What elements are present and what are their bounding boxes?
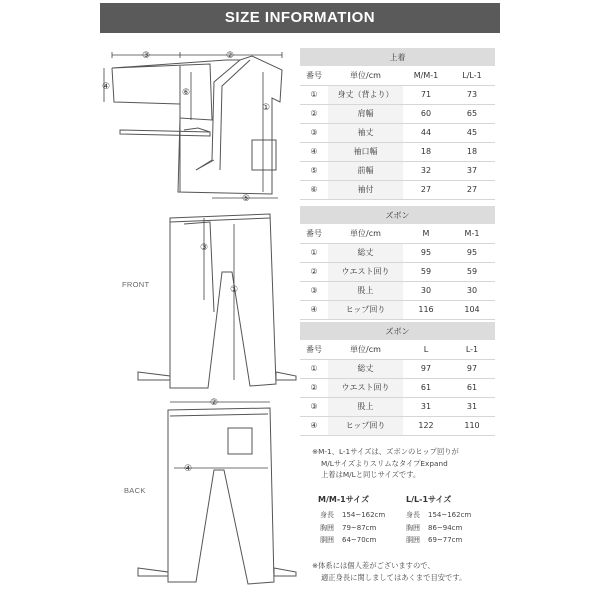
cell-value: 65 [449, 104, 495, 123]
cell-value: 18 [403, 142, 449, 161]
jacket-marker-6: ⑥ [181, 88, 191, 98]
table-row [300, 416, 495, 435]
table-row [300, 243, 495, 262]
cell-value: 27 [449, 180, 495, 199]
row-number: ② [300, 378, 328, 397]
row-label: ウエスト回り [328, 262, 403, 281]
column-header: 番号 [300, 66, 328, 85]
cell-value: 97 [449, 359, 495, 378]
row-label: 総丈 [328, 359, 403, 378]
back-pants-tie-left [138, 568, 168, 576]
column-header: 番号 [300, 340, 328, 359]
row-number: ② [300, 262, 328, 281]
front-pants-tie-right [276, 372, 296, 380]
column-header: M/M-1 [403, 66, 449, 85]
jacket-marker-3: ③ [141, 51, 151, 61]
fit-list-l [406, 509, 471, 547]
fit-key: 胸囲 [320, 523, 334, 532]
jacket-marker-4: ④ [101, 82, 111, 92]
pants-table-title: ズボン [300, 322, 495, 340]
front-pants-outline [170, 214, 276, 388]
back-pants-tie-right [274, 568, 296, 576]
diagram-markers [102, 51, 270, 474]
row-number: ③ [300, 397, 328, 416]
row-label: ヒップ回り [328, 300, 403, 319]
row-number: ② [300, 104, 328, 123]
cell-value: 71 [403, 85, 449, 104]
column-header: L-1 [449, 340, 495, 359]
fit-row [406, 534, 471, 547]
pants-size-table-l [300, 322, 495, 436]
row-number: ③ [300, 281, 328, 300]
jacket-marker-5: ⑤ [241, 194, 251, 204]
row-label: 股上 [328, 397, 403, 416]
row-label: 肩幅 [328, 104, 403, 123]
row-label: 袖付 [328, 180, 403, 199]
back-pants-marker-4: ④ [183, 464, 193, 474]
page-banner: SIZE INFORMATION [100, 3, 500, 33]
fit-list-m [320, 509, 385, 547]
fit-key: 胴囲 [320, 536, 334, 544]
pants-table-title: ズボン [300, 206, 495, 224]
jacket-collar-inner [220, 60, 250, 170]
jacket-marker-1: ① [261, 103, 271, 113]
cell-value: 110 [449, 416, 495, 435]
table-row [300, 359, 495, 378]
row-number: ① [300, 359, 328, 378]
cell-value: 104 [449, 300, 495, 319]
cell-value: 30 [403, 281, 449, 300]
size-note [312, 446, 502, 481]
column-header: L/L-1 [449, 66, 495, 85]
back-pants-outline [168, 408, 274, 584]
fit-key: 胴囲 [406, 536, 420, 544]
cell-value: 45 [449, 123, 495, 142]
fit-row [320, 534, 385, 547]
column-header: 番号 [300, 224, 328, 243]
note-line: ※体系には個人差がございますので、 [312, 561, 435, 570]
jacket-table-title: 上着 [300, 48, 495, 66]
column-header: 単位/cm [328, 224, 403, 243]
jacket-marker-2: ② [225, 51, 235, 61]
fit-value: 79~87cm [342, 523, 377, 532]
row-label: 袖口幅 [328, 142, 403, 161]
fit-title-l: L/L-1サイズ [406, 495, 452, 504]
fit-row [320, 522, 385, 535]
column-header: M [403, 224, 449, 243]
row-number: ① [300, 243, 328, 262]
back-label: BACK [124, 486, 146, 495]
table-row [300, 104, 495, 123]
fit-key: 胸囲 [406, 523, 420, 532]
row-number: ④ [300, 300, 328, 319]
row-number: ⑥ [300, 180, 328, 199]
front-pants-marker-3: ③ [199, 243, 209, 253]
cell-value: 37 [449, 161, 495, 180]
fit-row [406, 509, 471, 522]
jacket-sleeve-bottom [112, 68, 180, 104]
table-row [300, 161, 495, 180]
row-label: ヒップ回り [328, 416, 403, 435]
pants-size-table-m [300, 206, 495, 320]
cell-value: 31 [403, 397, 449, 416]
jacket-tie [120, 130, 210, 136]
cell-value: 32 [403, 161, 449, 180]
cell-value: 73 [449, 85, 495, 104]
front-pants-fly [184, 222, 214, 312]
back-pants-marker-2: ② [209, 398, 219, 408]
fit-key: 身長 [406, 511, 420, 519]
cell-value: 97 [403, 359, 449, 378]
fit-value: 154~162cm [428, 511, 472, 519]
row-number: ④ [300, 416, 328, 435]
table-row [300, 123, 495, 142]
cell-value: 122 [403, 416, 449, 435]
jacket-outline-back [112, 56, 282, 194]
body-size-note [312, 560, 502, 583]
table-row [300, 300, 495, 319]
cell-value: 59 [449, 262, 495, 281]
row-number: ③ [300, 123, 328, 142]
cell-value: 61 [449, 378, 495, 397]
row-number: ④ [300, 142, 328, 161]
row-number: ① [300, 85, 328, 104]
row-label: 股上 [328, 281, 403, 300]
cell-value: 27 [403, 180, 449, 199]
front-label: FRONT [122, 280, 150, 289]
table-row [300, 378, 495, 397]
row-label: ウエスト回り [328, 378, 403, 397]
cell-value: 95 [449, 243, 495, 262]
note-line: 適正身長に関しましてはあくまで目安です。 [321, 572, 467, 582]
cell-value: 59 [403, 262, 449, 281]
front-pants-marker-1: ① [229, 285, 239, 295]
table-row [300, 281, 495, 300]
row-label: 身丈（背より） [328, 85, 403, 104]
cell-value: 60 [403, 104, 449, 123]
table-row [300, 85, 495, 104]
fit-title-m: M/M-1サイズ [318, 495, 370, 504]
row-label: 前幅 [328, 161, 403, 180]
table-row [300, 397, 495, 416]
table-row [300, 142, 495, 161]
column-header: L [403, 340, 449, 359]
note-line: M/LサイズよりスリムなタイプExpand [321, 458, 448, 468]
note-line: ※M-1、L-1サイズは、ズボンのヒップ回りが [312, 447, 459, 456]
table-row [300, 180, 495, 199]
fit-row [320, 509, 385, 522]
cell-value: 44 [403, 123, 449, 142]
fit-key: 身長 [320, 511, 334, 519]
note-line: 上着はM/Lと同じサイズです。 [321, 470, 421, 479]
column-header: 単位/cm [328, 340, 403, 359]
row-label: 総丈 [328, 243, 403, 262]
fit-value: 154~162cm [342, 511, 386, 519]
fit-value: 69~77cm [428, 536, 463, 544]
cell-value: 116 [403, 300, 449, 319]
fit-value: 86~94cm [428, 523, 463, 532]
front-pants-tie-left [138, 372, 170, 380]
cell-value: 31 [449, 397, 495, 416]
column-header: M-1 [449, 224, 495, 243]
back-pants-pocket [228, 428, 252, 454]
row-number: ⑤ [300, 161, 328, 180]
jacket-collar-outer [196, 60, 240, 170]
column-header: 単位/cm [328, 66, 403, 85]
jacket-size-table [300, 48, 495, 200]
fit-value: 64~70cm [342, 536, 377, 544]
cell-value: 95 [403, 243, 449, 262]
fit-row [406, 522, 471, 535]
cell-value: 18 [449, 142, 495, 161]
cell-value: 61 [403, 378, 449, 397]
row-label: 袖丈 [328, 123, 403, 142]
cell-value: 30 [449, 281, 495, 300]
table-row [300, 262, 495, 281]
